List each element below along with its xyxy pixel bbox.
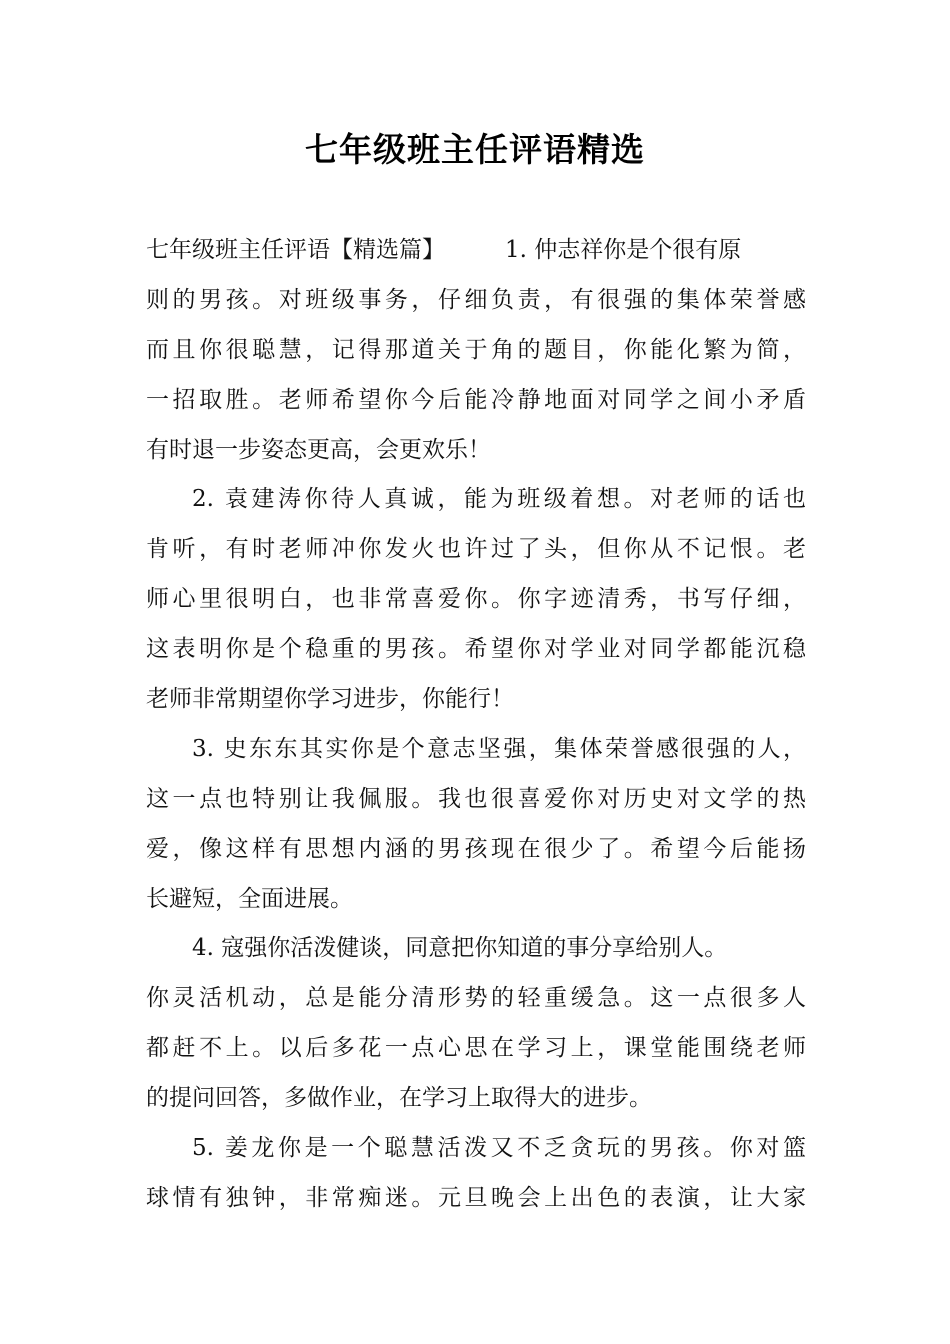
text-line: 而且你很聪慧，记得那道关于角的题目，你能化繁为简， xyxy=(146,336,806,363)
text-line: 有时退一步姿态更高，会更欢乐！ xyxy=(146,436,491,463)
text-line xyxy=(146,226,806,276)
document-body xyxy=(146,226,806,1224)
text-line: 球情有独钟，非常痴迷。元旦晚会上出色的表演，让大家 xyxy=(146,1184,806,1211)
text-line-paragraph-start: 2. 袁建涛你待人真诚，能为班级着想。对老师的话也 xyxy=(192,486,806,513)
text-line-paragraph-start: 5. 姜龙你是一个聪慧活泼又不乏贪玩的男孩。你对篮 xyxy=(192,1135,806,1162)
text-line-paragraph-start: 4. 寇强你活泼健谈，同意把你知道的事分享给别人。 xyxy=(192,935,728,962)
text-line-paragraph-start: 3. 史东东其实你是个意志坚强，集体荣誉感很强的人， xyxy=(192,735,806,762)
text-line: 肯听，有时老师冲你发火也许过了头，但你从不记恨。老 xyxy=(146,536,806,563)
text-line: 都赶不上。以后多花一点心思在学习上，课堂能围绕老师 xyxy=(146,1035,806,1062)
intro-heading: 七年级班主任评语【精选篇】 xyxy=(146,237,445,263)
document-title: 七年级班主任评语精选 xyxy=(305,130,645,169)
text-line: 的提问回答，多做作业，在学习上取得大的进步。 xyxy=(146,1085,652,1112)
text-line: 一招取胜。老师希望你今后能冷静地面对同学之间小矛盾 xyxy=(146,386,806,413)
text-line: 老师非常期望你学习进步，你能行！ xyxy=(146,686,514,713)
text-line: 师心里很明白，也非常喜爱你。你字迹清秀，书写仔细， xyxy=(146,586,806,613)
text-line: 则的男孩。对班级事务，仔细负责，有很强的集体荣誉感 xyxy=(146,286,806,313)
text-line: 爱，像这样有思想内涵的男孩现在很少了。希望今后能扬 xyxy=(146,835,806,862)
comment-1-start: 1. 仲志祥你是个很有原 xyxy=(505,237,742,263)
text-line: 长避短，全面进展。 xyxy=(146,885,353,912)
text-line: 这表明你是个稳重的男孩。希望你对学业对同学都能沉稳 xyxy=(146,636,806,663)
text-line: 你灵活机动，总是能分清形势的轻重缓急。这一点很多人 xyxy=(146,985,806,1012)
text-line: 这一点也特别让我佩服。我也很喜爱你对历史对文学的热 xyxy=(146,785,806,812)
